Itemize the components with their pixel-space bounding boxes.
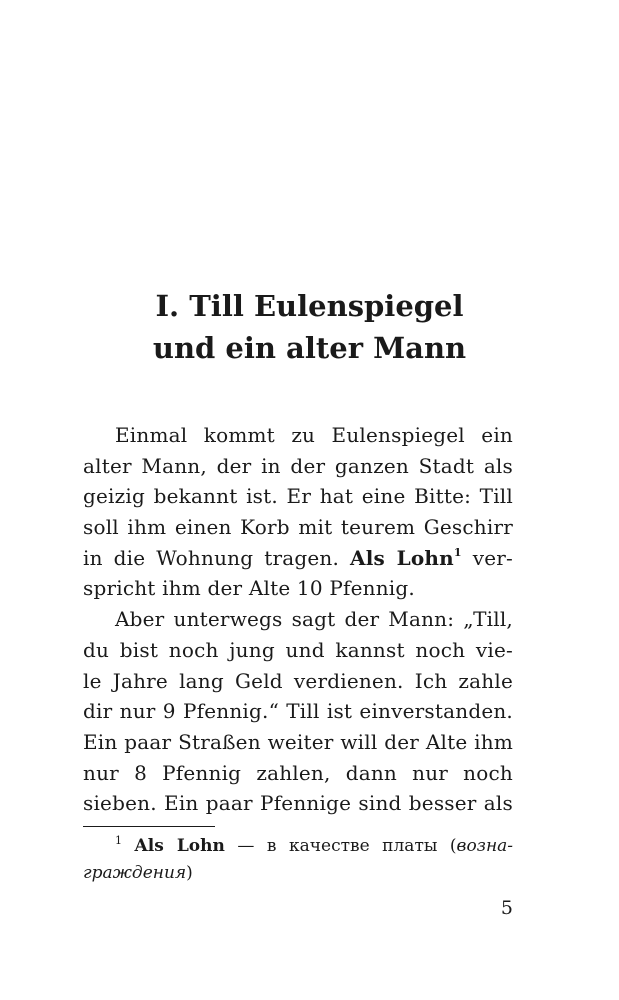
footnote-line — [83, 833, 513, 860]
body-text — [83, 420, 513, 819]
text-line: du bist noch jung und kannst noch vie- — [83, 637, 513, 662]
text-line: spricht ihm der Alte 10 Pfennig. — [83, 576, 415, 601]
footnote-divider — [83, 826, 215, 827]
text-line: alter Mann, der in der ganzen Stadt als — [83, 453, 513, 478]
text-fragment: in die Wohnung tragen. — [83, 545, 340, 570]
page-number: 5 — [500, 897, 513, 919]
footnote-line — [83, 860, 513, 887]
footnote-italic: граждения — [83, 863, 187, 883]
footnote-italic: возна- — [456, 836, 514, 856]
chapter-title-line-1: I. Till Eulenspiegel — [155, 289, 464, 323]
text-line: Aber unterwegs sagt der Mann: „Till, — [115, 607, 513, 632]
text-line: le Jahre lang Geld verdienen. Ich zahle — [83, 668, 513, 693]
text-line: dir nur 9 Pfennig.“ Till ist einverstanden. — [83, 699, 513, 724]
text-line: Ein paar Straßen weiter will der Alte ihm — [83, 729, 513, 754]
text-line: nur 8 Pfennig zahlen, dann nur noch — [83, 760, 513, 785]
text-fragment: ver- — [472, 545, 514, 570]
glossed-term-text: Als Lohn — [350, 545, 454, 570]
text-line: Einmal kommt zu Eulenspiegel ein — [115, 423, 513, 447]
text-line — [83, 543, 513, 574]
text-line: sieben. Ein paar Pfennige sind besser als — [83, 791, 513, 816]
footnote-term: Als Lohn — [134, 836, 225, 856]
text-line: geizig bekannt ist. Er hat eine Bitte: Till — [83, 484, 513, 509]
footnote — [83, 833, 513, 887]
chapter-title — [0, 285, 619, 369]
footnote-number: 1 — [115, 834, 122, 847]
footnote-dash: — — [237, 836, 255, 856]
footnote-reference: 1 — [453, 545, 462, 559]
footnote-translation: в качестве платы ( — [266, 836, 457, 856]
footnote-close: ) — [186, 863, 193, 883]
chapter-title-line-2: und ein alter Mann — [152, 331, 467, 365]
text-line: soll ihm einen Korb mit teurem Geschirr — [83, 515, 513, 540]
glossed-term — [350, 546, 462, 570]
